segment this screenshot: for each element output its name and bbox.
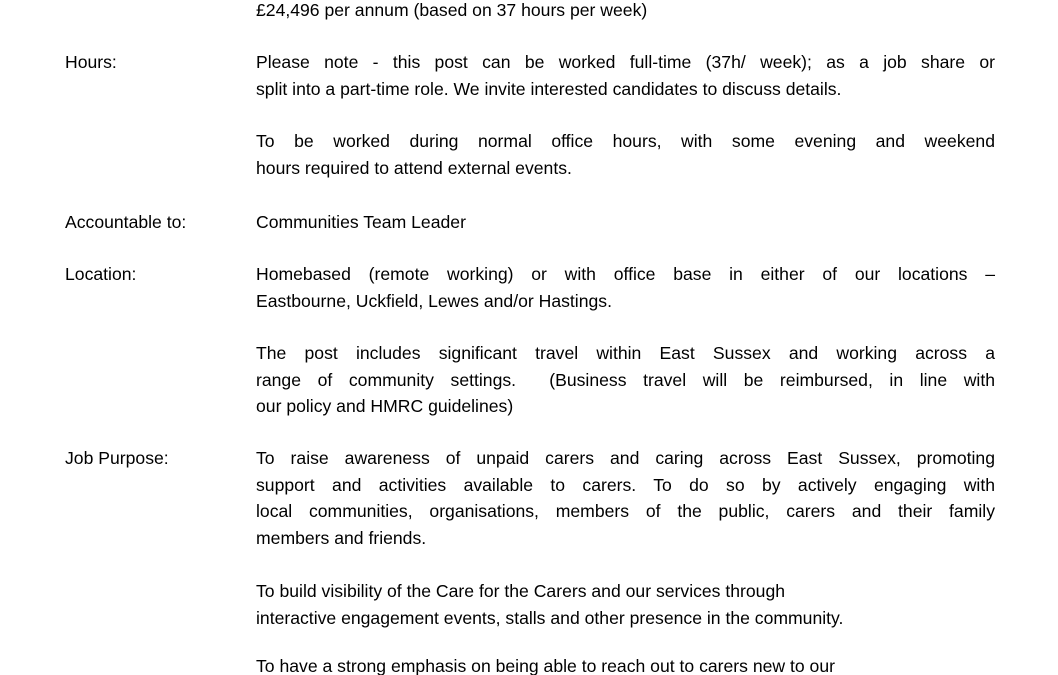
text-line: To raise awareness of unpaid carers and caring across East Sussex, promoting [256, 448, 995, 468]
accountable-to-label: Accountable to: [65, 212, 187, 232]
text-line: Homebased (remote working) or with office base in either of our locations – [256, 264, 995, 284]
location-paragraph-1 [256, 261, 995, 314]
hours-label: Hours: [65, 52, 117, 72]
salary-text: £24,496 per annum (based on 37 hours per week) [256, 0, 648, 20]
text-line: split into a part-time role. We invite interested candidates to discuss details. [256, 78, 842, 99]
text-line: local communities, organisations, members of the public, carers and their family [256, 501, 995, 521]
text-line: To build visibility of the Care for the Carers and our services through [256, 581, 786, 601]
text-line: support and activities available to carers. To do so by actively engaging with [256, 474, 995, 495]
text-line: To have a strong emphasis on being able to reach out to carers new to our [256, 656, 835, 675]
text-line: To be worked during normal office hours, with some evening and weekend [256, 131, 995, 151]
accountable-to-content [256, 209, 995, 236]
text-line: our policy and HMRC guidelines) [256, 396, 514, 416]
job-purpose-paragraph-1 [256, 445, 995, 551]
text-line: Eastbourne, Uckfield, Lewes and/or Hastings. [256, 290, 612, 311]
hours-paragraph-2 [256, 128, 995, 181]
location-label: Location: [65, 264, 137, 284]
job-purpose-label: Job Purpose: [65, 448, 169, 468]
text-line: Please note - this post can be worked full-time (37h/ week); as a job share or [256, 52, 995, 72]
hours-paragraph-1 [256, 49, 995, 102]
salary-content [256, 0, 995, 24]
job-purpose-paragraph-3 [256, 653, 995, 675]
text-line: hours required to attend external events. [256, 157, 572, 178]
text-line: members and friends. [256, 527, 427, 548]
text-line: range of community settings. (Business travel will be reimbursed, in line with [256, 369, 995, 390]
location-paragraph-2 [256, 340, 995, 420]
text-line: The post includes significant travel within East Sussex and working across a [256, 343, 995, 363]
text-line: interactive engagement events, stalls and other presence in the community. [256, 607, 844, 628]
accountable-to-value: Communities Team Leader [256, 212, 466, 232]
job-purpose-paragraph-2 [256, 578, 995, 631]
